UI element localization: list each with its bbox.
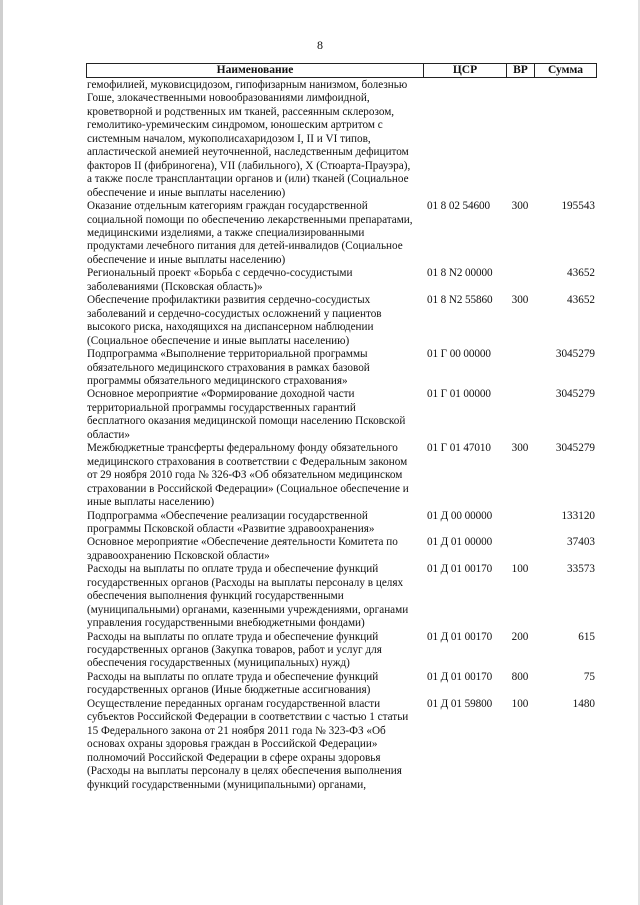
row-sum: 133120	[561, 509, 595, 522]
row-name: Расходы на выплаты по оплате труда и обеспечение функций государственных органов (Закупка товаров, работ и услуг для обеспечения государственных (муниципальных) нужд)	[87, 630, 382, 670]
row-csr: 01 Д 01 00170	[427, 563, 493, 576]
row-csr: 01 Г 00 00000	[427, 348, 491, 361]
row-sum: 37403	[567, 536, 595, 549]
row-vr	[506, 267, 534, 294]
table-row	[86, 510, 597, 537]
row-name: Расходы на выплаты по оплате труда и обеспечение функций государственных органов (Расходы на выплаты персоналу в целях обеспечения выполнения функций государственными (муниципальными) органами, казенными учреждениями, органами управления государственными внебюджетными фондами)	[87, 563, 409, 630]
row-name: Оказание отдельным категориям граждан государственной социальной помощи по обеспечению лекарственными препаратами, медицинскими изделиями, а также специализированными продуктами лечебного питания для детей-инвалидов (Социальное обеспечение и иные выплаты населению)	[87, 200, 413, 266]
scan-edge-left	[0, 0, 3, 905]
row-name: гемофилией, муковисцидозом, гипофизарным нанизмом, болезнью Гоше, злокачественными новообразованиями лимфоидной, кроветворной и родственных им тканей, рассеянным склерозом, гемолитико-уремическим синдромом, юношеским артритом с системным началом, мукополисахаридозом I, II и VI типов, апластической анемией неуточненной, наследственным дефицитом факторов II (фибриногена), VII (лабильного), X (Стюарта-Прауэра), а также после трансплантации органов и (или) тканей (Социальное обеспечение и иные выплаты населению)	[87, 79, 411, 199]
row-sum: 3045279	[555, 348, 595, 361]
row-sum: 33573	[567, 563, 595, 576]
header-csr: ЦСР	[424, 64, 507, 77]
table-row	[86, 442, 597, 509]
row-csr: 01 8 N2 00000	[427, 267, 493, 280]
row-name: Основное мероприятие «Формирование доходной части территориальной программы государственных гарантий бесплатного оказания медицинской помощи населению Псковской области»	[87, 388, 406, 441]
row-vr: 800	[511, 670, 529, 683]
row-vr: 300	[511, 294, 529, 307]
row-name: Основное мероприятие «Обеспечение деятельности Комитета по здравоохранению Псковской области»	[87, 536, 398, 562]
table-body	[86, 79, 597, 792]
row-csr: 01 8 02 54600	[427, 200, 491, 213]
row-sum: 43652	[567, 267, 595, 280]
table-row	[86, 348, 597, 388]
table-row	[86, 79, 597, 200]
row-vr: 100	[511, 697, 529, 710]
row-sum: 1480	[572, 697, 595, 710]
row-vr	[506, 536, 534, 563]
row-name: Подпрограмма «Выполнение территориальной программы обязательного медицинского страхования в рамках базовой программы обязательного медицинского страхования»	[87, 348, 370, 387]
row-sum	[534, 79, 597, 200]
row-name: Осуществление переданных органам государственной власти субъектов Российской Федерации в соответствии с частью 1 статьи 15 Федерального закона от 21 ноября 2011 года № 323-ФЗ «Об основах охраны здоровья граждан в Российской Федерации» полномочий Российской Федерации в сфере охраны здоровья (Расходы на выплаты персоналу в целях обеспечения выполнения функций государственными (муниципальными) органами,	[87, 697, 409, 791]
table-row	[86, 698, 597, 792]
row-sum: 75	[583, 670, 595, 683]
row-sum: 43652	[567, 294, 595, 307]
table-row	[86, 631, 597, 671]
table-row	[86, 200, 597, 267]
table-row	[86, 388, 597, 442]
row-sum: 195543	[561, 200, 595, 213]
row-sum: 3045279	[555, 388, 595, 401]
row-csr: 01 8 N2 55860	[427, 294, 493, 307]
table-row	[86, 294, 597, 348]
row-csr: 01 Г 01 00000	[427, 388, 491, 401]
row-vr	[506, 388, 534, 442]
row-csr	[423, 79, 506, 200]
table-row	[86, 267, 597, 294]
row-csr: 01 Д 01 00170	[427, 630, 493, 643]
header-vr: ВР	[507, 64, 535, 77]
table-header	[86, 63, 597, 78]
row-vr	[506, 79, 534, 200]
table-row	[86, 536, 597, 563]
header-sum: Сумма	[548, 64, 583, 76]
row-name: Обеспечение профилактики развития сердечно-сосудистых заболеваний и сердечно-сосудистых осложнений у пациентов высокого риска, находящихся на диспансерном наблюдении (Социальное обеспечение и иные выплаты населению)	[87, 294, 382, 347]
row-vr: 100	[511, 563, 529, 576]
row-name: Расходы на выплаты по оплате труда и обеспечение функций государственных органов (Иные бюджетные ассигнования)	[87, 670, 379, 697]
row-name: Межбюджетные трансферты федеральному фонду обязательного медицинского страхования в соответствии с Федеральным законом от 29 ноября 2010 года № 326-ФЗ «Об обязательном медицинском страховании в Российской Федерации» (Социальное обеспечение и иные выплаты населению)	[87, 442, 409, 509]
budget-table	[86, 63, 597, 792]
row-csr: 01 Д 00 00000	[427, 509, 493, 522]
row-csr: 01 Г 01 47010	[427, 442, 491, 455]
page-number: 8	[317, 38, 323, 52]
row-vr: 200	[511, 630, 529, 643]
row-vr: 300	[511, 442, 529, 455]
table-row	[86, 563, 597, 630]
row-name: Региональный проект «Борьба с сердечно-сосудистыми заболеваниями (Псковская область)»	[87, 267, 353, 293]
row-csr: 01 Д 01 00000	[427, 536, 493, 549]
row-csr: 01 Д 01 59800	[427, 697, 493, 710]
row-csr: 01 Д 01 00170	[427, 670, 493, 683]
row-sum: 615	[578, 630, 595, 643]
row-vr	[506, 510, 534, 537]
table-row	[86, 671, 597, 698]
header-name: Наименование	[87, 64, 424, 77]
row-sum: 3045279	[555, 442, 595, 455]
row-name: Подпрограмма «Обеспечение реализации государственной программы Псковской области «Развитие здравоохранения»	[87, 509, 375, 535]
row-vr: 300	[511, 200, 529, 213]
row-vr	[506, 348, 534, 388]
